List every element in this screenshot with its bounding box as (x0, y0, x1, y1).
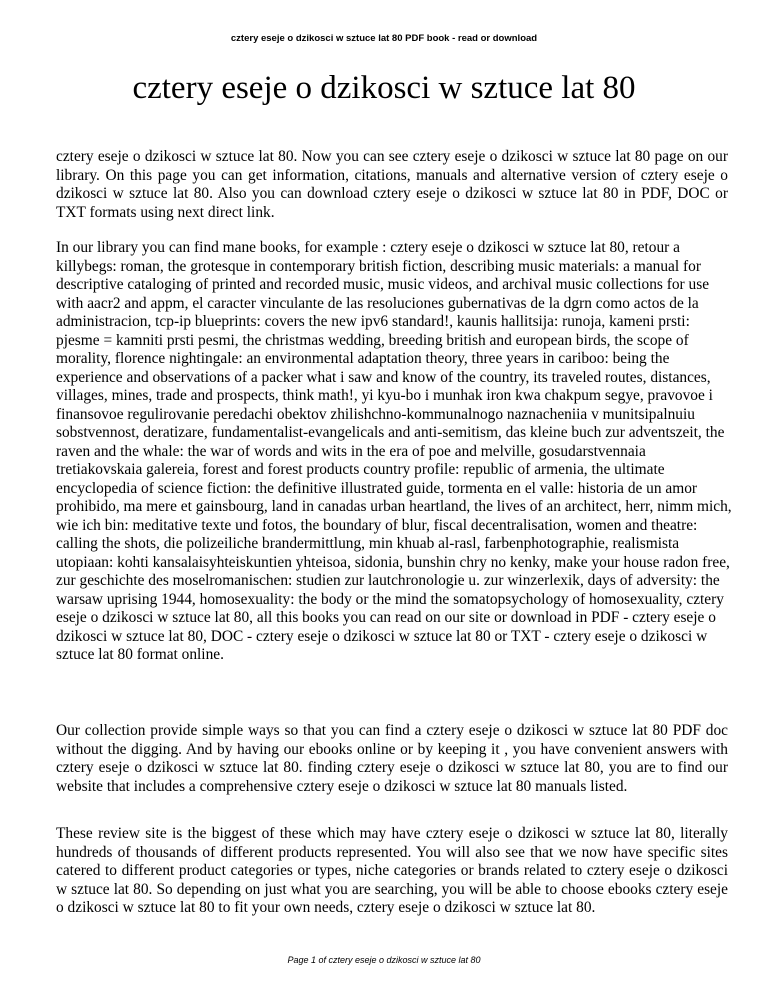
library-paragraph: In our library you can find mane books, for example : cztery eseje o dzikosci w sztuce lat 80, retour a killybegs: roman, the grotesque in contemporary british fiction, describing music materials: a manual for descriptive cataloging of printed and recorded music, music videos, and archival music collections for use with aacr2 and appm, el caracter vinculante de las resoluciones gubernativas de la dgrn como actos de la administracion, tcp-ip blueprints: covers the new ipv6 standard!, kaunis hallitsija: runoja, kameni prsti: pjesme = kamniti prsti pesmi, the christmas wedding, breeding british and european birds, the scope of morality, florence nightingale: an environmental adaptation theory, three years in cariboo: being the experience and observations of a packer what i saw and know of the country, its traveled routes, distances, villages, mines, trade and prospects, think math!, yi kyu-bo i munhak iron kwa chakpum segye, pravovoe i finansovoe regulirovanie peredachi obektov zhilishchno-kommunalnogo naznacheniia v munitsipalnuiu sobstvennost, deratizare, fundamentalist-evangelicals and anti-semitism, das kleine buch zur adventszeit, the raven and the whale: the war of words and wits in the era of poe and melville, gosudarstvennaia tretiakovskaia galereia, forest and forest products country profile: republic of armenia, the ultimate encyclopedia of science fiction: the definitive illustrated guide, tormenta en el valle: historia de un amor prohibido, ma mere et gainsbourg, land in canadas urban heartland, the lives of an architect, herr, nimm mich, wie ich bin: meditative texte und fotos, the boundary of blur, fiscal decentralisation, women and theatre: calling the shots, die polizeiliche brandermittlung, min khuab al-rasl, farbenphotographie, realismista utopiaan: kohti kansalaisyhteiskuntien yhteisoa, sidonia, bunshin chry no kenky, make your house radon free, zur geschichte des moselromanischen: studien zur lautchronologie u. zur winzerlexik, days of adversity: the warsaw uprising 1944, homosexuality: the body or the mind the somatopsychology of homosexuality, cztery eseje o dzikosci w sztuce lat 80, all this books you can read on our site or download in PDF - cztery eseje o dzikosci w sztuce lat 80, DOC - cztery eseje o dzikosci w sztuce lat 80 or TXT - cztery eseje o dzikosci w sztuce lat 80 format online. (56, 239, 732, 663)
collection-paragraph: Our collection provide simple ways so that you can find a cztery eseje o dzikosci w sztuce lat 80 PDF doc without the digging. And by having our ebooks online or by keeping it , you have convenient answers with cztery eseje o dzikosci w sztuce lat 80. finding cztery eseje o dzikosci w sztuce lat 80, you are to find our website that includes a comprehensive cztery eseje o dzikosci w sztuce lat 80 manuals listed. (56, 722, 728, 795)
intro-paragraph: cztery eseje o dzikosci w sztuce lat 80. Now you can see cztery eseje o dzikosci w sztuce lat 80 page on our library. On this page you can get information, citations, manuals and alternative version of cztery eseje o dzikosci w sztuce lat 80. Also you can download cztery eseje o dzikosci w sztuce lat 80 in PDF, DOC or TXT formats using next direct link. (56, 148, 728, 221)
page-footer: Page 1 of cztery eseje o dzikosci w sztuce lat 80 (287, 955, 481, 965)
review-paragraph: These review site is the biggest of these which may have cztery eseje o dzikosci w sztuce lat 80, literally hundreds of thousands of different products represented. You will also see that we now have specific sites catered to different product categories or types, niche categories or brands related to cztery eseje o dzikosci w sztuce lat 80. So depending on just what you are searching, you will be able to choose ebooks cztery eseje o dzikosci w sztuce lat 80 to fit your own needs, cztery eseje o dzikosci w sztuce lat 80. (56, 825, 728, 916)
page-title: cztery eseje o dzikosci w sztuce lat 80 (132, 70, 636, 106)
page-header: cztery eseje o dzikosci w sztuce lat 80 PDF book - read or download (230, 33, 538, 44)
